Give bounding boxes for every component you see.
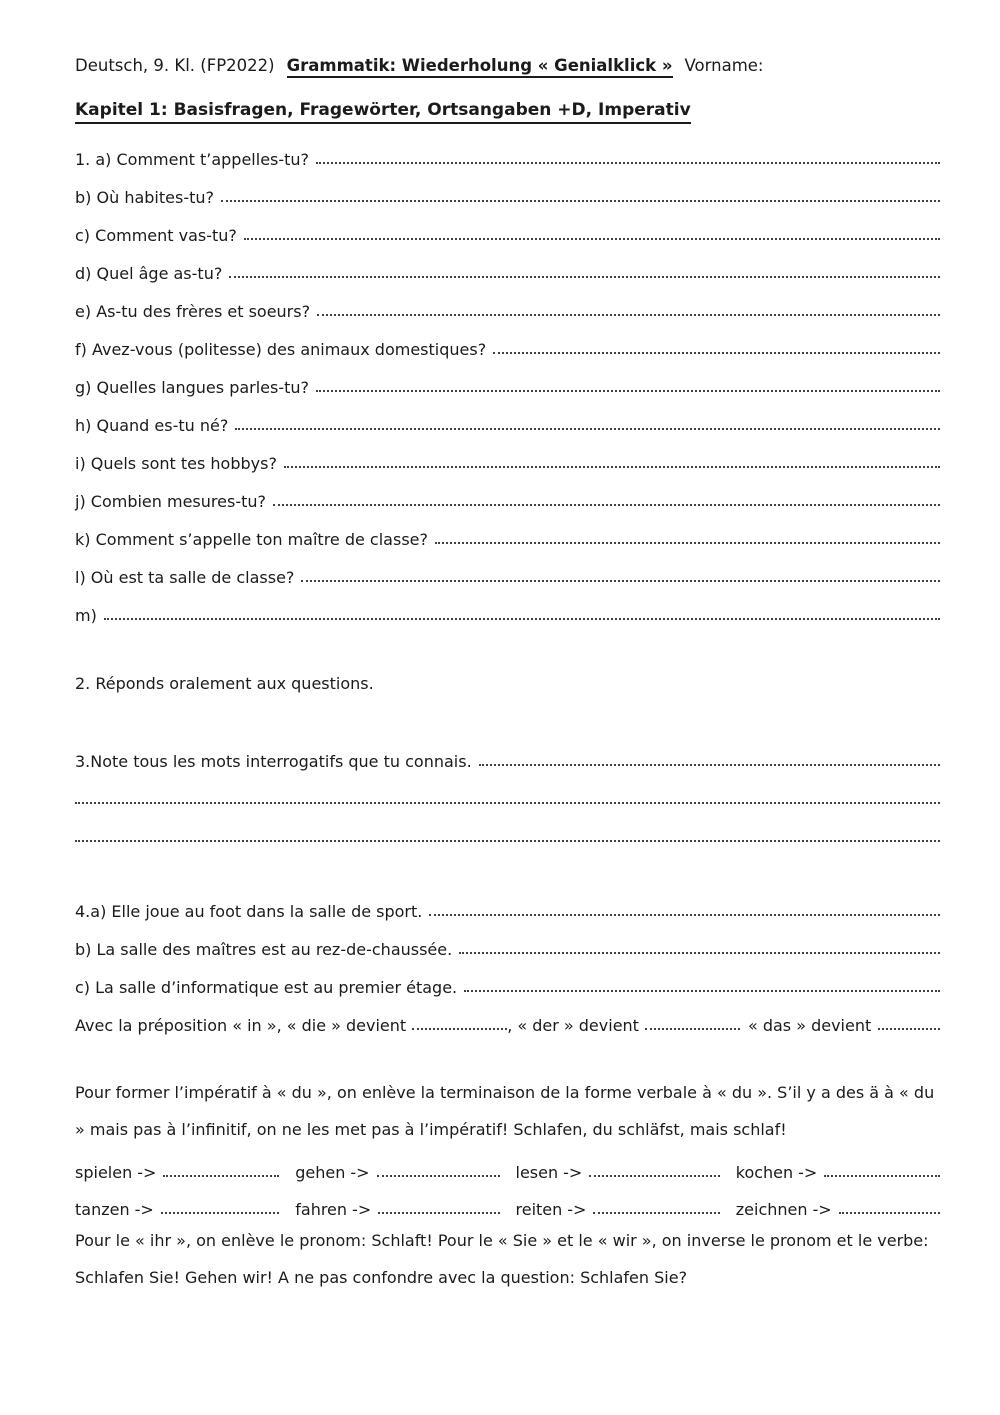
statement-body: Elle joue au foot dans la salle de sport. [111,902,423,921]
answer-blank [824,1175,940,1177]
answer-line [229,276,940,278]
question-body: Où est ta salle de classe? [90,568,295,587]
answer-line [273,504,940,506]
answer-line [235,428,940,430]
verb-label: tanzen [75,1200,130,1219]
question-label: i) [75,454,86,473]
question-label: l) [75,568,86,587]
question-row [75,438,940,476]
question-body: As-tu des frères et soeurs? [96,302,311,321]
answer-line [316,390,940,392]
question-body: Quelles langues parles-tu? [96,378,310,397]
question-row [75,362,940,400]
verb-cell [295,1148,499,1185]
question-body: Quand es-tu né? [96,416,229,435]
answer-line [75,802,940,804]
answer-line [317,314,940,316]
statement-label: b) [75,940,92,959]
answer-line [284,466,940,468]
writing-line [75,774,940,812]
question-text [75,568,294,590]
exercise2-row [75,658,940,696]
question-text [75,492,266,514]
statement-label: 4.a) [75,902,107,921]
question-label: j) [75,492,86,511]
question-text [75,188,214,210]
exercise3-block [75,736,940,850]
verb-label: reiten [515,1200,563,1219]
imperative-block [75,1074,940,1296]
question-text [75,340,486,362]
answer-blank [161,1212,279,1214]
preposition-text-3: « das » devient [747,1016,872,1035]
verb-label: zeichnen [735,1200,808,1219]
question-row [75,590,940,628]
answer-line [459,952,940,954]
question-row [75,400,940,438]
answer-blank [378,1212,499,1214]
answer-line [104,618,940,620]
verb-cell [736,1148,940,1185]
answer-blank [593,1212,719,1214]
verb-cell [516,1185,720,1222]
question-row [75,210,940,248]
question-body: Avez-vous (politesse) des animaux domestiques? [91,340,487,359]
arrow-text: -> [352,1200,372,1219]
verb-label: kochen [735,1163,794,1182]
question-text [75,416,228,438]
answer-line [429,914,940,916]
statement-text [75,902,422,924]
answer-blank [377,1175,500,1177]
statement-row [75,886,940,924]
answer-blank [589,1175,719,1177]
answer-blank [163,1175,279,1177]
exercise3-row [75,736,940,774]
verb-label: spielen [75,1163,133,1182]
verb-row [75,1185,940,1222]
question-label: d) [75,264,92,283]
vorname-label: Vorname: [684,56,764,75]
answer-line [316,162,940,164]
writing-line [75,812,940,850]
statement-body: La salle d’informatique est au premier étage. [95,978,458,997]
arrow-text: -> [798,1163,818,1182]
question-body: Quels sont tes hobbys? [90,454,277,473]
statement-text [75,940,452,962]
verb-label: fahren [295,1200,348,1219]
question-body: Où habites-tu? [96,188,214,207]
answer-line [301,580,940,582]
question-label: k) [75,530,91,549]
question-row [75,324,940,362]
question-text [75,378,309,400]
answer-blank [412,1028,507,1030]
chapter-heading: Kapitel 1: Basisfragen, Fragewörter, Ortsangaben +D, Imperativ [75,100,691,124]
question-body: Combien mesures-tu? [90,492,266,511]
verb-label: lesen [515,1163,559,1182]
answer-line [244,238,940,240]
verb-cell [75,1185,279,1222]
question-text [75,226,237,248]
question-text [75,454,277,476]
question-text [75,606,97,628]
exercise3-text: 3.Note tous les mots interrogatifs que tu connais. [75,752,472,771]
statement-row [75,962,940,1000]
statement-row [75,924,940,962]
question-row [75,552,940,590]
worksheet-title: Grammatik: Wiederholung « Genialklick » [287,56,673,78]
question-label: h) [75,416,92,435]
question-label: m) [75,606,97,625]
question-body: Comment vas-tu? [95,226,237,245]
question-label: b) [75,188,92,207]
question-body: Quel âge as-tu? [96,264,223,283]
question-label: g) [75,378,92,397]
question-label: f) [75,340,87,359]
statement-body: La salle des maîtres est au rez-de-chaussée. [96,940,453,959]
question-text [75,150,309,172]
verb-cell [295,1185,499,1222]
question-row [75,286,940,324]
answer-line [75,840,940,842]
question-row [75,476,940,514]
statement-text [75,978,457,1000]
verb-cell [516,1148,720,1185]
arrow-text: -> [134,1200,154,1219]
preposition-text-2: , « der » devient [507,1016,639,1035]
statement-label: c) [75,978,91,997]
question-text [75,302,310,324]
answer-line [435,542,940,544]
answer-blank [645,1028,740,1030]
question-row [75,172,940,210]
exercise2-text: 2. Réponds oralement aux questions. [75,674,374,693]
answer-line [493,352,940,354]
arrow-text: -> [812,1200,832,1219]
arrow-text: -> [563,1163,583,1182]
answer-blank [878,1028,940,1030]
header-prefix: Deutsch, 9. Kl. (FP2022) [75,56,275,75]
question-body: Comment t’appelles-tu? [116,150,310,169]
verb-row [75,1148,940,1185]
imperative-outro: Pour le « ihr », on enlève le pronom: Schlaft! Pour le « Sie » et le « wir », on inverse le pronom et le verbe: Schlafen Sie! Gehen wir! A ne pas confondre avec la question: Schlafen Sie? [75,1231,929,1287]
arrow-text: -> [350,1163,370,1182]
answer-line [464,990,940,992]
answer-blank [839,1212,940,1214]
chapter-heading-wrap [75,100,940,124]
preposition-line [75,1000,940,1038]
question-row [75,514,940,552]
arrow-text: -> [137,1163,157,1182]
arrow-text: -> [567,1200,587,1219]
question-label: e) [75,302,92,321]
verb-label: gehen [295,1163,346,1182]
question-label: c) [75,226,91,245]
question-text [75,530,428,552]
verb-cell [736,1185,940,1222]
question-body: Comment s’appelle ton maître de classe? [95,530,428,549]
exercise4-block [75,886,940,1038]
question-row [75,134,940,172]
preposition-text-1: Avec la préposition « in », « die » devient [75,1016,407,1035]
question-row [75,248,940,286]
question-text [75,264,222,286]
question-label: 1. a) [75,150,112,169]
answer-line [479,764,940,766]
document-header [75,56,940,78]
answer-line [221,200,940,202]
verb-cell [75,1148,279,1185]
exercise1-question-list [75,134,940,628]
imperative-intro: Pour former l’impératif à « du », on enlève la terminaison de la forme verbale à « du ». S’il y a des ä à « du » mais pas à l’infinitif, on ne les met pas à l’impératif! Schlafen, du schläfst, mais schlaf! [75,1083,935,1139]
